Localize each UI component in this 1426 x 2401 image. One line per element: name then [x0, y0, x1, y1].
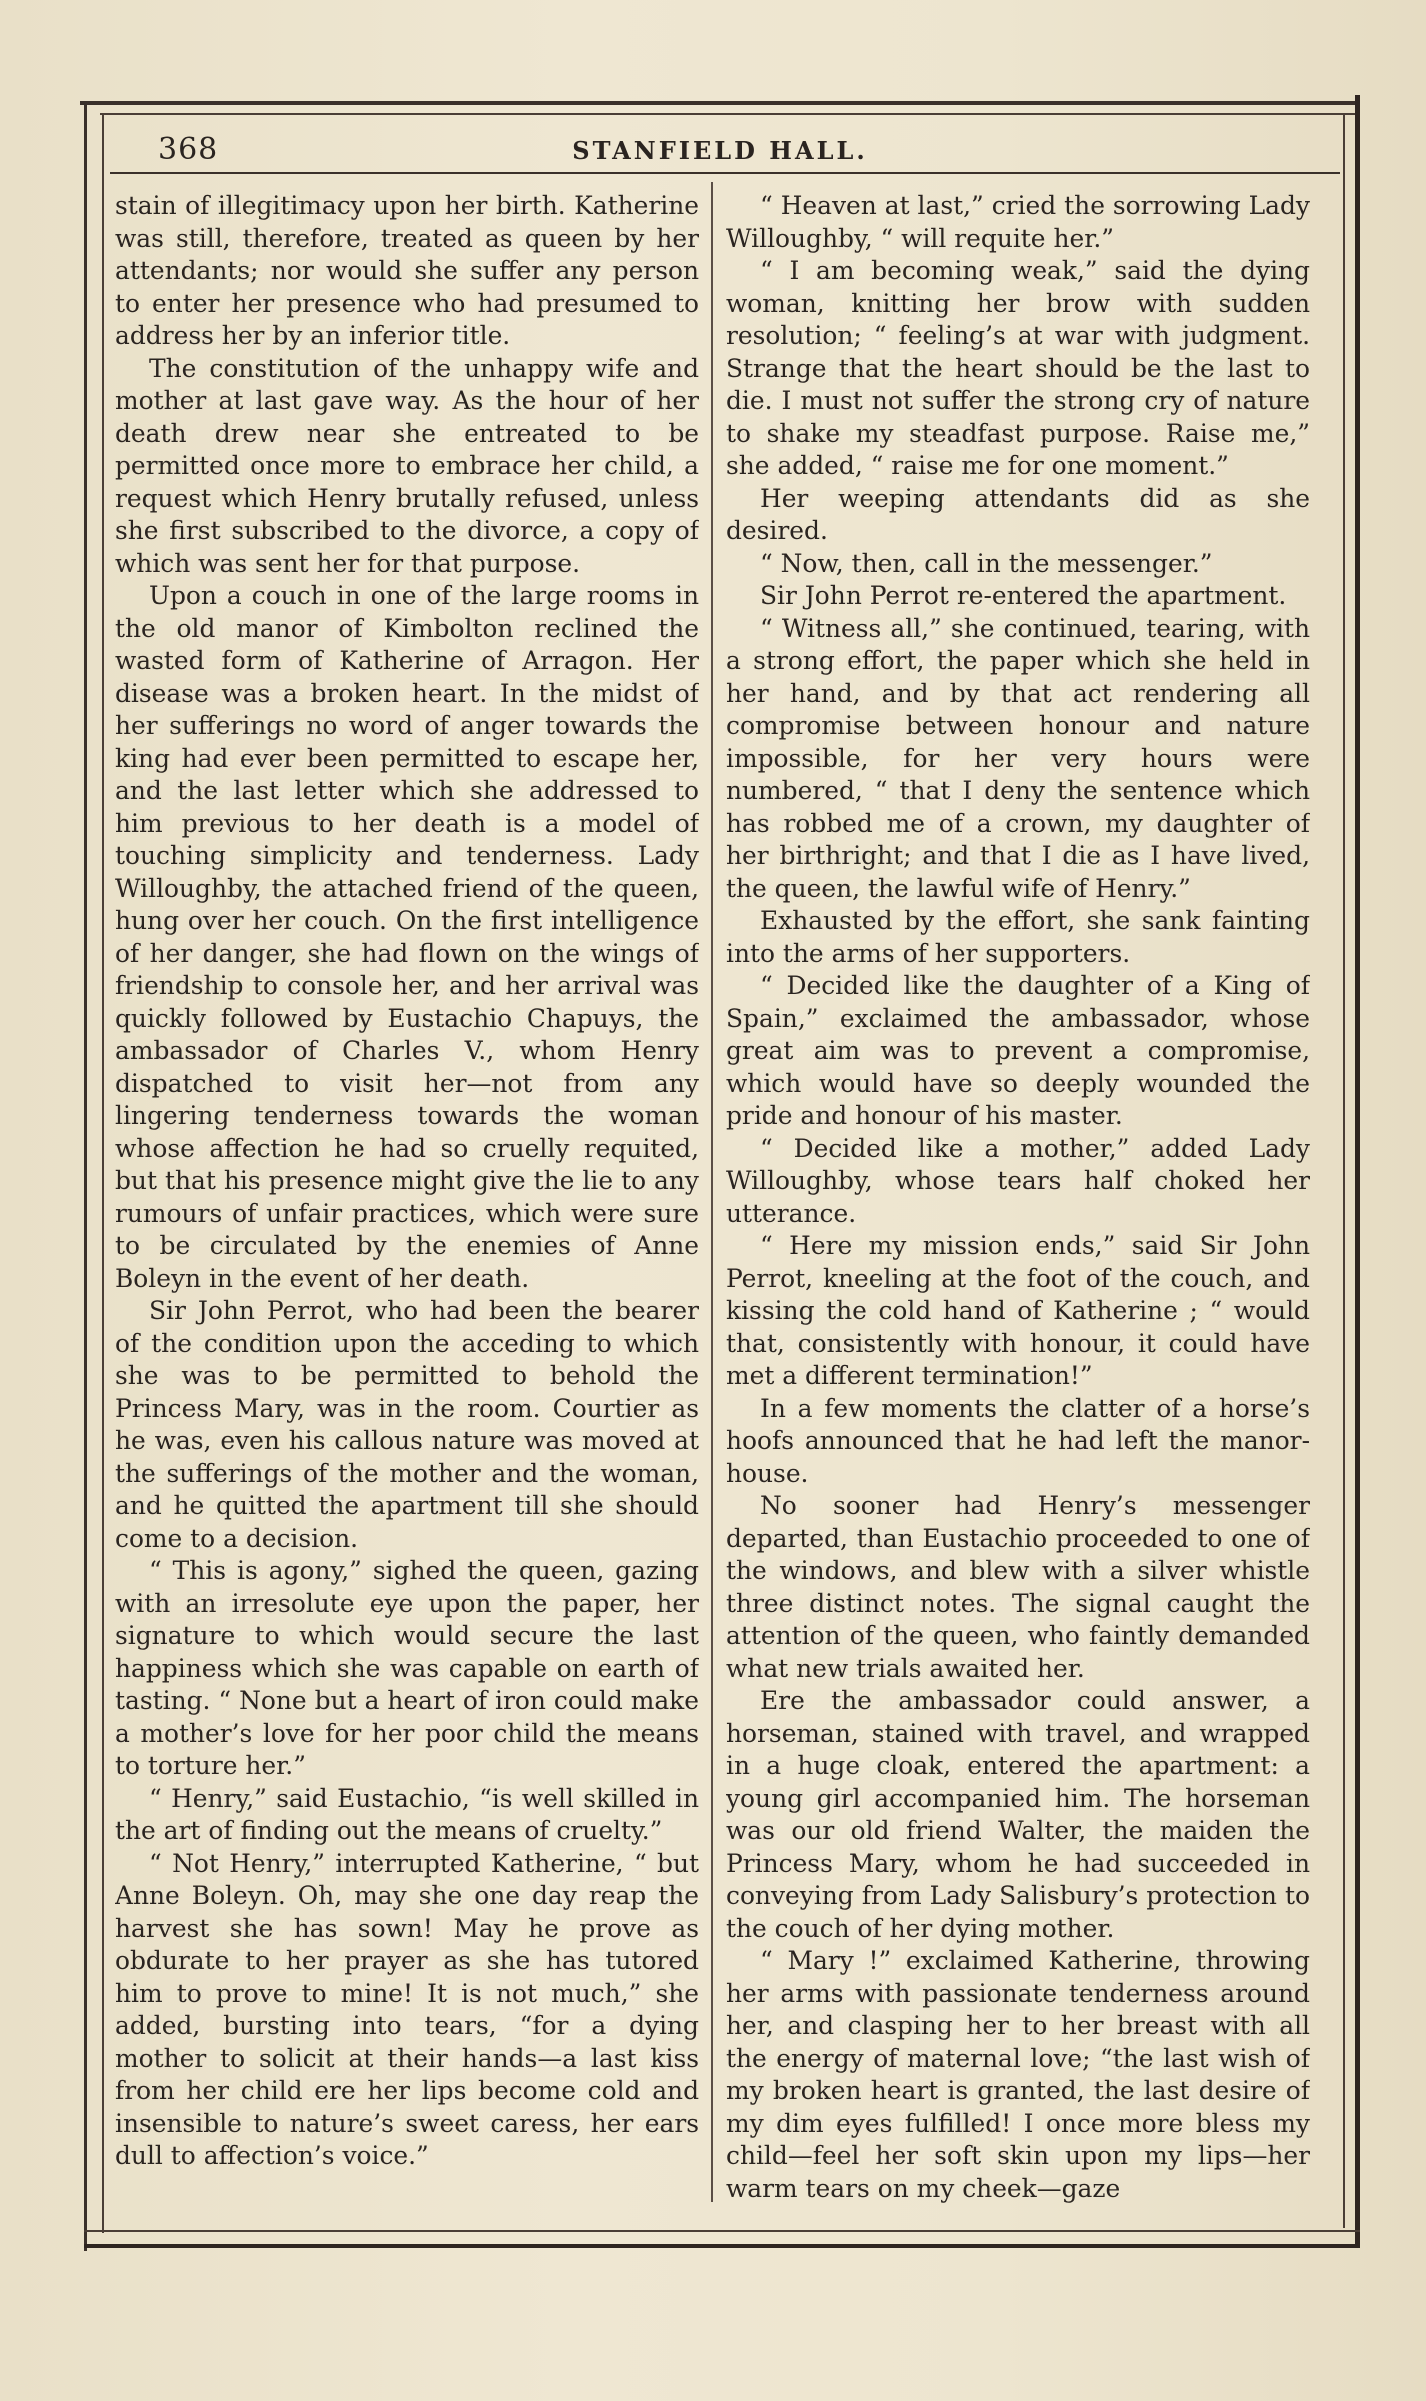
- paragraph: Exhausted by the effort, she sank fainting into the arms of her supporters.: [726, 906, 1310, 968]
- left-column: [115, 190, 699, 2220]
- page-number: 368: [158, 132, 219, 167]
- paragraph: “ This is agony,” sighed the queen, gazing with an irresolute eye upon the paper, her signature to which would secure the last happiness which she was capable on earth of tasting. “ None but a heart of iron could make a mother’s love for her poor child the means to torture her.”: [115, 1556, 699, 1780]
- paragraph: “ Decided like the daughter of a King of Spain,” exclaimed the ambassador, whose great aim was to prevent a compromise, which would have so deeply wounded the pride and honour of his master.: [726, 971, 1310, 1130]
- paragraph: “ Heaven at last,” cried the sorrowing Lady Willoughby, “ will requite her.”: [726, 191, 1310, 253]
- paragraph: Sir John Perrot re-entered the apartment.: [760, 581, 1287, 610]
- border-left-rule: [84, 101, 87, 2251]
- paragraph: Her weeping attendants did as she desired.: [726, 483, 1310, 545]
- paragraph: Upon a couch in one of the large rooms in the old manor of Kimbolton reclined the wasted form of Katherine of Arragon. Her disease was a broken heart. In the midst of her sufferings no word of anger towards the king had ever been permitted to escape her, and the last letter which she addressed to him previous to her death is a model of touching simplicity and tenderness. Lady Willoughby, the attached friend of the queen, hung over her couch. On the first intelligence of her danger, she had flown on the wings of friendship to console her, and her arrival was quickly followed by Eustachio Chapuys, the ambassador of Charles V., whom Henry dispatched to visit her—not from any lingering tenderness towards the woman whose affection he had so cruelly requited, but that his presence might give the lie to any rumours of unfair practices, which were sure to be circulated by the enemies of Anne Boleyn in the event of her death.: [115, 581, 699, 1293]
- border-top-inner-rule: [100, 113, 1360, 115]
- running-title: STANFIELD HALL.: [572, 136, 868, 165]
- border-right-inner-rule: [1343, 113, 1345, 2228]
- paragraph: “ Here my mission ends,” said Sir John Perrot, kneeling at the foot of the couch, and kissing the cold hand of Katherine ; “ would that, consistently with honour, it could have met a different termination!”: [726, 1231, 1310, 1390]
- paragraph: “ Not Henry,” interrupted Katherine, “ but Anne Boleyn. Oh, may she one day reap the harvest she has sown! May he prove as obdurate to her prayer as she has tutored him to prove to mine! It is not much,” she added, bursting into tears, “for a dying mother to solicit at their hands—a last kiss from her child ere her lips become cold and insensible to nature’s sweet caress, her ears dull to affection’s voice.”: [115, 1848, 699, 2170]
- header-rule: [110, 172, 1340, 174]
- paragraph: The constitution of the unhappy wife and mother at last gave way. As the hour of her death drew near she entreated to be permitted once more to embrace her child, a request which Henry brutally refused, unless she first subscribed to the divorce, a copy of which was sent her for that purpose.: [115, 353, 699, 578]
- paragraph: No sooner had Henry’s messenger departed, than Eustachio proceeded to one of the windows, and blew with a silver whistle three distinct notes. The signal caught the attention of the queen, who faintly demanded what new trials awaited her.: [726, 1491, 1310, 1683]
- paragraph: “ Mary !” exclaimed Katherine, throwing her arms with passionate tenderness around her, and clasping her to her breast with all the energy of maternal love; “the last wish of my broken heart is granted, the last desire of my dim eyes fulfilled! I once more bless my child—feel her soft skin upon my lips—her warm tears on my cheek—gaze: [726, 1946, 1310, 2203]
- border-left-inner-rule: [102, 113, 104, 2233]
- page-header: [110, 128, 1330, 168]
- paragraph: “ Henry,” said Eustachio, “is well skilled in the art of finding out the means of cruelty.”: [115, 1783, 699, 1845]
- paragraph: Ere the ambassador could answer, a horseman, stained with travel, and wrapped in a huge cloak, entered the apartment: a young girl accompanied him. The horseman was our old friend Walter, the maiden the Princess Mary, whom he had succeeded in conveying from Lady Salisbury’s protection to the couch of her dying mother.: [726, 1686, 1310, 1943]
- column-divider: [711, 182, 713, 2202]
- border-right-rule: [1355, 95, 1360, 2245]
- paragraph: “ Decided like a mother,” added Lady Willoughby, whose tears half choked her utterance.: [726, 1133, 1310, 1228]
- paragraph: In a few moments the clatter of a horse’s hoofs announced that he had left the manor-house.: [726, 1393, 1310, 1488]
- border-bottom-inner-rule: [84, 2230, 1360, 2232]
- paragraph: “ Now, then, call in the messenger.”: [760, 548, 1213, 578]
- paragraph: “ I am becoming weak,” said the dying woman, knitting her brow with sudden resolution; “ feeling’s at war with judgment. Strange that the heart should be the last to die. I must not suffer the strong cry of nature to shake my steadfast purpose. Raise me,” she added, “ raise me for one moment.”: [726, 256, 1310, 480]
- right-column: [726, 190, 1310, 2220]
- paragraph: Sir John Perrot, who had been the bearer of the condition upon the acceding to which she was to be permitted to behold the Princess Mary, was in the room. Courtier as he was, even his callous nature was moved at the sufferings of the mother and the woman, and he quitted the apartment till she should come to a decision.: [115, 1296, 699, 1553]
- border-top-rule: [80, 101, 1360, 105]
- paragraph: “ Witness all,” she continued, tearing, with a strong effort, the paper which she held in her hand, and by that act rendering all compromise between honour and nature impossible, for her very hours were numbered, “ that I deny the sentence which has robbed me of a crown, my daughter of her birthright; and that I die as I have lived, the queen, the lawful wife of Henry.”: [726, 613, 1310, 903]
- border-bottom-rule: [84, 2244, 1360, 2248]
- paragraph: stain of illegitimacy upon her birth. Katherine was still, therefore, treated as queen by her attendants; nor would she suffer any person to enter her presence who had presumed to address her by an inferior title.: [115, 191, 699, 350]
